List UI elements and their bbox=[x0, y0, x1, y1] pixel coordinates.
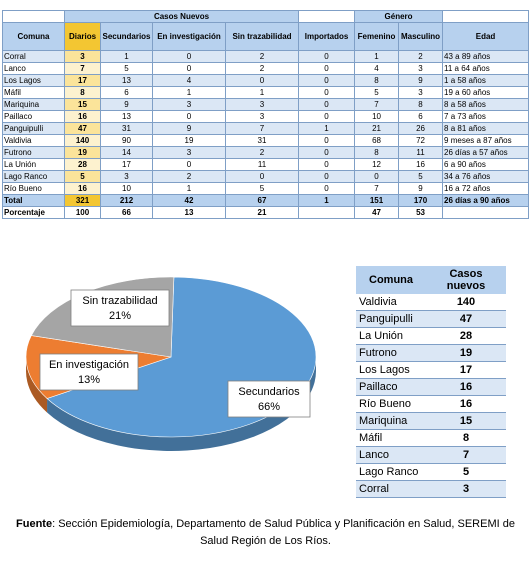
table-cell: Porcentaje bbox=[3, 207, 65, 219]
ranking-cases: 47 bbox=[426, 311, 506, 328]
column-header: Comuna bbox=[3, 23, 65, 51]
table-cell: 1 bbox=[153, 87, 226, 99]
table-cell: 6 bbox=[101, 87, 153, 99]
ranking-cases: 140 bbox=[426, 294, 506, 311]
table-cell: 13 bbox=[101, 111, 153, 123]
table-cell: 47 bbox=[355, 207, 399, 219]
source-label: Fuente bbox=[16, 518, 53, 530]
column-header: Importados bbox=[299, 23, 355, 51]
table-cell bbox=[299, 207, 355, 219]
ranking-cases: 7 bbox=[426, 447, 506, 464]
table-cell: 0 bbox=[153, 63, 226, 75]
table-cell: 8 a 58 años bbox=[443, 99, 529, 111]
table-cell: 17 bbox=[65, 75, 101, 87]
column-header-row bbox=[3, 23, 529, 51]
table-cell: 11 a 64 años bbox=[443, 63, 529, 75]
table-cell: 5 bbox=[399, 171, 443, 183]
blank-header-cell bbox=[443, 11, 529, 23]
table-cell: 5 bbox=[101, 63, 153, 75]
ranking-cases: 16 bbox=[426, 379, 506, 396]
table-cell: 0 bbox=[299, 111, 355, 123]
cases-by-commune-table bbox=[2, 10, 529, 219]
ranking-body bbox=[356, 294, 506, 498]
table-cell: Lago Ranco bbox=[3, 171, 65, 183]
table-cell: 11 bbox=[226, 159, 299, 171]
table-cell: 21 bbox=[226, 207, 299, 219]
column-header: En investigación bbox=[153, 23, 226, 51]
table-cell: 43 a 89 años bbox=[443, 51, 529, 63]
table-cell: 3 bbox=[399, 63, 443, 75]
table-cell: 0 bbox=[355, 171, 399, 183]
table-cell: 0 bbox=[153, 51, 226, 63]
table-cell: 10 bbox=[355, 111, 399, 123]
ranking-row bbox=[356, 379, 506, 396]
pie-label bbox=[71, 290, 169, 326]
table-cell: 2 bbox=[153, 171, 226, 183]
pie-label-percent: 66% bbox=[257, 401, 281, 413]
table-cell: 170 bbox=[399, 195, 443, 207]
table-cell: Panguipulli bbox=[3, 123, 65, 135]
table-cell: 17 bbox=[101, 159, 153, 171]
table-cell: 16 a 72 años bbox=[443, 183, 529, 195]
table-cell: 0 bbox=[226, 171, 299, 183]
ranking-row bbox=[356, 362, 506, 379]
table-row bbox=[3, 99, 529, 111]
ranking-header-comuna: Comuna bbox=[356, 266, 426, 294]
ranking-row bbox=[356, 481, 506, 498]
genero-group-header: Género bbox=[355, 11, 443, 23]
ranking-commune: Máfil bbox=[356, 430, 426, 447]
table-cell: Corral bbox=[3, 51, 65, 63]
table-cell: 90 bbox=[101, 135, 153, 147]
table-row bbox=[3, 195, 529, 207]
ranking-cases: 16 bbox=[426, 396, 506, 413]
ranking-commune: Lanco bbox=[356, 447, 426, 464]
table-cell: 140 bbox=[65, 135, 101, 147]
table-cell: 7 bbox=[65, 63, 101, 75]
table-cell: 7 a 73 años bbox=[443, 111, 529, 123]
pie-label-name: En investigación bbox=[48, 359, 130, 371]
table-cell: 0 bbox=[299, 183, 355, 195]
table-cell: 3 bbox=[153, 147, 226, 159]
table-row bbox=[3, 171, 529, 183]
table-cell: Lanco bbox=[3, 63, 65, 75]
ranking-row bbox=[356, 328, 506, 345]
column-header: Secundarios bbox=[101, 23, 153, 51]
source-text: : Sección Epidemiología, Departamento de Salud Pública y Planificación en Salud, SEREMI de Salud Región de Los Ríos. bbox=[52, 518, 515, 547]
source-note bbox=[8, 516, 523, 550]
table-cell: 9 bbox=[153, 123, 226, 135]
table-cell: 0 bbox=[299, 171, 355, 183]
pie-label bbox=[228, 381, 310, 417]
table-cell: 2 bbox=[226, 51, 299, 63]
commune-ranking-table bbox=[356, 266, 506, 498]
table-cell: 15 bbox=[65, 99, 101, 111]
table-cell: 9 meses a 87 años bbox=[443, 135, 529, 147]
table-cell: 212 bbox=[101, 195, 153, 207]
ranking-commune: Lago Ranco bbox=[356, 464, 426, 481]
column-header: Femenino bbox=[355, 23, 399, 51]
ranking-header-row bbox=[356, 266, 506, 294]
table-cell: 47 bbox=[65, 123, 101, 135]
ranking-commune: Mariquina bbox=[356, 413, 426, 430]
table-cell: 67 bbox=[226, 195, 299, 207]
table-cell: 0 bbox=[153, 111, 226, 123]
table-row bbox=[3, 75, 529, 87]
table-cell: 72 bbox=[399, 135, 443, 147]
table-cell: 19 bbox=[153, 135, 226, 147]
column-header: Edad bbox=[443, 23, 529, 51]
table-cell: 53 bbox=[399, 207, 443, 219]
table-cell: 0 bbox=[299, 87, 355, 99]
table-cell: 3 bbox=[226, 111, 299, 123]
ranking-commune: Los Lagos bbox=[356, 362, 426, 379]
table-row bbox=[3, 123, 529, 135]
table-row bbox=[3, 207, 529, 219]
table-cell: 1 bbox=[355, 51, 399, 63]
table-cell: Mariquina bbox=[3, 99, 65, 111]
table-cell: 68 bbox=[355, 135, 399, 147]
casos-nuevos-group-header: Casos Nuevos bbox=[65, 11, 299, 23]
ranking-commune: Panguipulli bbox=[356, 311, 426, 328]
table-cell: 1 bbox=[153, 183, 226, 195]
table-cell: 7 bbox=[355, 183, 399, 195]
table-cell: 8 bbox=[399, 99, 443, 111]
table-cell: 1 bbox=[226, 87, 299, 99]
table-cell: 9 bbox=[399, 75, 443, 87]
ranking-commune: Paillaco bbox=[356, 379, 426, 396]
table-cell: 66 bbox=[101, 207, 153, 219]
table-cell: 0 bbox=[299, 63, 355, 75]
table-cell: Futrono bbox=[3, 147, 65, 159]
table-cell bbox=[443, 207, 529, 219]
ranking-cases: 19 bbox=[426, 345, 506, 362]
ranking-row bbox=[356, 447, 506, 464]
table-cell: 6 bbox=[399, 111, 443, 123]
table-cell: 0 bbox=[153, 159, 226, 171]
table-cell: 19 bbox=[65, 147, 101, 159]
table-body bbox=[3, 51, 529, 219]
table-cell: La Unión bbox=[3, 159, 65, 171]
pie-label-percent: 13% bbox=[77, 374, 101, 386]
table-cell: 34 a 76 años bbox=[443, 171, 529, 183]
ranking-cases: 28 bbox=[426, 328, 506, 345]
ranking-commune: La Unión bbox=[356, 328, 426, 345]
ranking-commune: Corral bbox=[356, 481, 426, 498]
table-cell: 16 bbox=[65, 111, 101, 123]
table-cell: Total bbox=[3, 195, 65, 207]
table-cell: 8 bbox=[65, 87, 101, 99]
table-cell: 0 bbox=[299, 99, 355, 111]
table-cell: 1 a 58 años bbox=[443, 75, 529, 87]
table-cell: 3 bbox=[153, 99, 226, 111]
table-cell: 5 bbox=[355, 87, 399, 99]
ranking-commune: Río Bueno bbox=[356, 396, 426, 413]
table-cell: 9 bbox=[399, 183, 443, 195]
blank-header-cell bbox=[299, 11, 355, 23]
table-cell: Los Lagos bbox=[3, 75, 65, 87]
table-cell: 28 bbox=[65, 159, 101, 171]
table-cell: 8 bbox=[355, 75, 399, 87]
table-row bbox=[3, 87, 529, 99]
ranking-row bbox=[356, 294, 506, 311]
ranking-cases: 8 bbox=[426, 430, 506, 447]
table-cell: 0 bbox=[299, 51, 355, 63]
table-cell: 3 bbox=[65, 51, 101, 63]
table-cell: 0 bbox=[299, 75, 355, 87]
table-cell: Valdivia bbox=[3, 135, 65, 147]
table-cell: 3 bbox=[101, 171, 153, 183]
ranking-row bbox=[356, 311, 506, 328]
pie-label bbox=[40, 354, 138, 390]
table-row bbox=[3, 159, 529, 171]
table-row bbox=[3, 135, 529, 147]
table-cell: 151 bbox=[355, 195, 399, 207]
table-cell: 0 bbox=[299, 147, 355, 159]
table-cell: 2 bbox=[226, 63, 299, 75]
table-cell: 10 bbox=[101, 183, 153, 195]
table-cell: 5 bbox=[65, 171, 101, 183]
table-row bbox=[3, 147, 529, 159]
table-cell: 4 bbox=[153, 75, 226, 87]
table-row bbox=[3, 183, 529, 195]
table-cell: 2 bbox=[399, 51, 443, 63]
pie-label-name: Sin trazabilidad bbox=[82, 295, 158, 307]
table-cell: 19 a 60 años bbox=[443, 87, 529, 99]
ranking-cases: 3 bbox=[426, 481, 506, 498]
table-cell: 3 bbox=[226, 99, 299, 111]
table-cell: 14 bbox=[101, 147, 153, 159]
ranking-row bbox=[356, 430, 506, 447]
table-cell: 1 bbox=[299, 195, 355, 207]
table-cell: 4 bbox=[355, 63, 399, 75]
table-cell: 0 bbox=[299, 159, 355, 171]
ranking-cases: 17 bbox=[426, 362, 506, 379]
table-cell: 5 bbox=[226, 183, 299, 195]
table-cell: 1 bbox=[101, 51, 153, 63]
table-cell: 2 bbox=[226, 147, 299, 159]
table-cell: 31 bbox=[226, 135, 299, 147]
table-cell: 8 a 81 años bbox=[443, 123, 529, 135]
table-cell: 16 bbox=[65, 183, 101, 195]
ranking-commune: Valdivia bbox=[356, 294, 426, 311]
table-cell: 7 bbox=[226, 123, 299, 135]
table-cell: 0 bbox=[226, 75, 299, 87]
group-header-row bbox=[3, 11, 529, 23]
table-row bbox=[3, 51, 529, 63]
column-header: Masculino bbox=[399, 23, 443, 51]
table-cell: 31 bbox=[101, 123, 153, 135]
ranking-row bbox=[356, 396, 506, 413]
table-cell: 321 bbox=[65, 195, 101, 207]
table-cell: 42 bbox=[153, 195, 226, 207]
column-header: Sin trazabilidad bbox=[226, 23, 299, 51]
table-cell: 11 bbox=[399, 147, 443, 159]
pie-label-name: Secundarios bbox=[238, 386, 300, 398]
table-cell: 1 bbox=[299, 123, 355, 135]
table-cell: 3 bbox=[399, 87, 443, 99]
table-cell: 7 bbox=[355, 99, 399, 111]
table-cell: 6 a 90 años bbox=[443, 159, 529, 171]
case-origin-pie-chart bbox=[16, 272, 334, 472]
ranking-row bbox=[356, 464, 506, 481]
column-header: Diarios bbox=[65, 23, 101, 51]
table-cell: 8 bbox=[355, 147, 399, 159]
table-cell: 100 bbox=[65, 207, 101, 219]
table-cell: 21 bbox=[355, 123, 399, 135]
table-row bbox=[3, 111, 529, 123]
ranking-cases: 15 bbox=[426, 413, 506, 430]
table-cell: 0 bbox=[299, 135, 355, 147]
table-cell: 13 bbox=[101, 75, 153, 87]
ranking-row bbox=[356, 345, 506, 362]
blank-header-cell bbox=[3, 11, 65, 23]
table-cell: 12 bbox=[355, 159, 399, 171]
pie-label-percent: 21% bbox=[108, 310, 132, 322]
table-cell: 26 bbox=[399, 123, 443, 135]
ranking-cases: 5 bbox=[426, 464, 506, 481]
ranking-header-casos: Casos nuevos bbox=[426, 266, 506, 294]
table-cell: 26 días a 90 años bbox=[443, 195, 529, 207]
table-row bbox=[3, 63, 529, 75]
ranking-commune: Futrono bbox=[356, 345, 426, 362]
ranking-row bbox=[356, 413, 506, 430]
table-cell: 26 días a 57 años bbox=[443, 147, 529, 159]
table-cell: Paillaco bbox=[3, 111, 65, 123]
table-cell: 13 bbox=[153, 207, 226, 219]
table-cell: 9 bbox=[101, 99, 153, 111]
table-cell: Máfil bbox=[3, 87, 65, 99]
table-cell: Río Bueno bbox=[3, 183, 65, 195]
table-cell: 16 bbox=[399, 159, 443, 171]
